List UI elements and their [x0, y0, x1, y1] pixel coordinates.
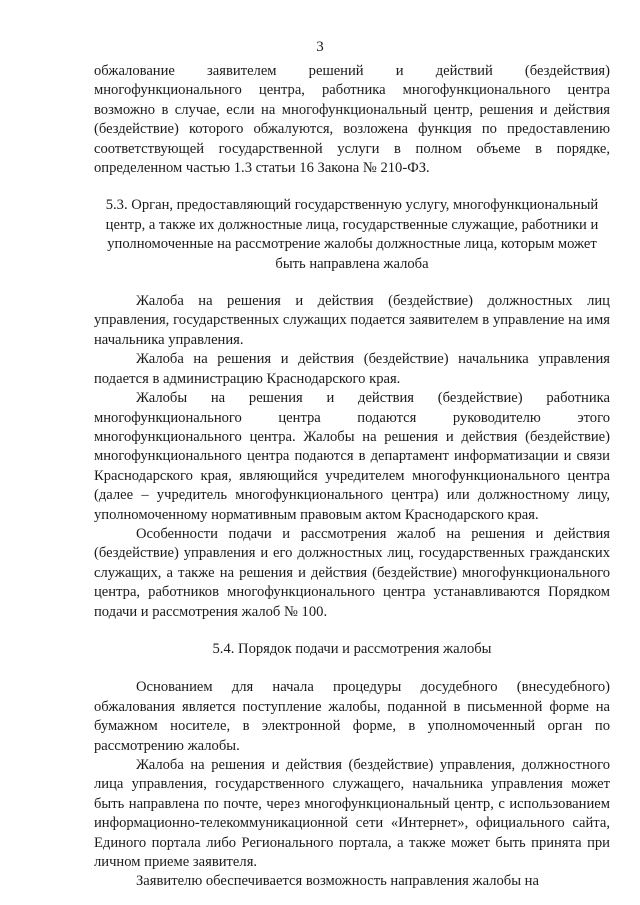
- paragraph-5-4-2: Жалоба на решения и действия (бездействие) управления, должностного лица управления, государственного служащего, начальника управления может быть направлена по почте, через многофункциональный центр, с использованием информационно-телекоммуникационной сети «Интернет», официального сайта, Единого портала либо Регионального портала, а также может быть принята при личном приеме заявителя.: [94, 757, 610, 871]
- paragraph-continuation: обжалование заявителем решений и действий (бездействия) многофункционального центра, работника многофункционального центра возможно в случае, если на многофункциональный центр, решения и действия (бездействие) которого обжалуются, возложена функция по предоставлению соответствующей государственной услуги в полном объеме в порядке, определенном частью 1.3 статьи 16 Закона № 210-ФЗ.: [94, 63, 610, 177]
- paragraph-5-3-4: Особенности подачи и рассмотрения жалоб на решения и действия (бездействие) управления и его должностных лиц, государственных гражданских служащих, а также на решения и действия (бездействие) многофункционального центра, работников многофункционального центра устанавливаются Порядком подачи и рассмотрения жалоб № 100.: [94, 525, 610, 620]
- paragraph-5-4-1: Основанием для начала процедуры досудебного (внесудебного) обжалования является поступление жалобы, поданной в письменной форме на бумажном носителе, в электронной форме, в уполномоченный орган по рассмотрению жалобы.: [94, 679, 610, 754]
- page-number: 3: [316, 39, 324, 55]
- document-body: [94, 62, 610, 892]
- paragraph-5-3-1: Жалоба на решения и действия (бездействие) должностных лиц управления, государственных служащих подается заявителем в управление на имя начальника управления.: [94, 293, 610, 348]
- paragraph-5-4-3: Заявителю обеспечивается возможность направления жалобы на: [136, 873, 539, 890]
- paragraph-5-3-2: Жалоба на решения и действия (бездействие) начальника управления подается в администрацию Краснодарского края.: [94, 351, 610, 387]
- paragraph-5-3-3: Жалобы на решения и действия (бездействие) работника многофункционального центра подаются руководителю этого многофункционального центра. Жалобы на решения и действия (бездействие) многофункционального центра подаются в департамент информатизации и связи Краснодарского края, являющийся учредителем многофункционального центра (далее – учредитель многофункционального центра) или должностному лицу, уполномоченному нормативным правовым актом Краснодарского края.: [94, 390, 610, 523]
- section-heading-5-3: 5.3. Орган, предоставляющий государственную услугу, многофункциональный центр, а также их должностные лица, государственные служащие, работники и уполномоченные на рассмотрение жалобы должностные лица, которым может быть направлена жалоба: [105, 197, 599, 272]
- section-heading-5-4: 5.4. Порядок подачи и рассмотрения жалобы: [212, 640, 492, 657]
